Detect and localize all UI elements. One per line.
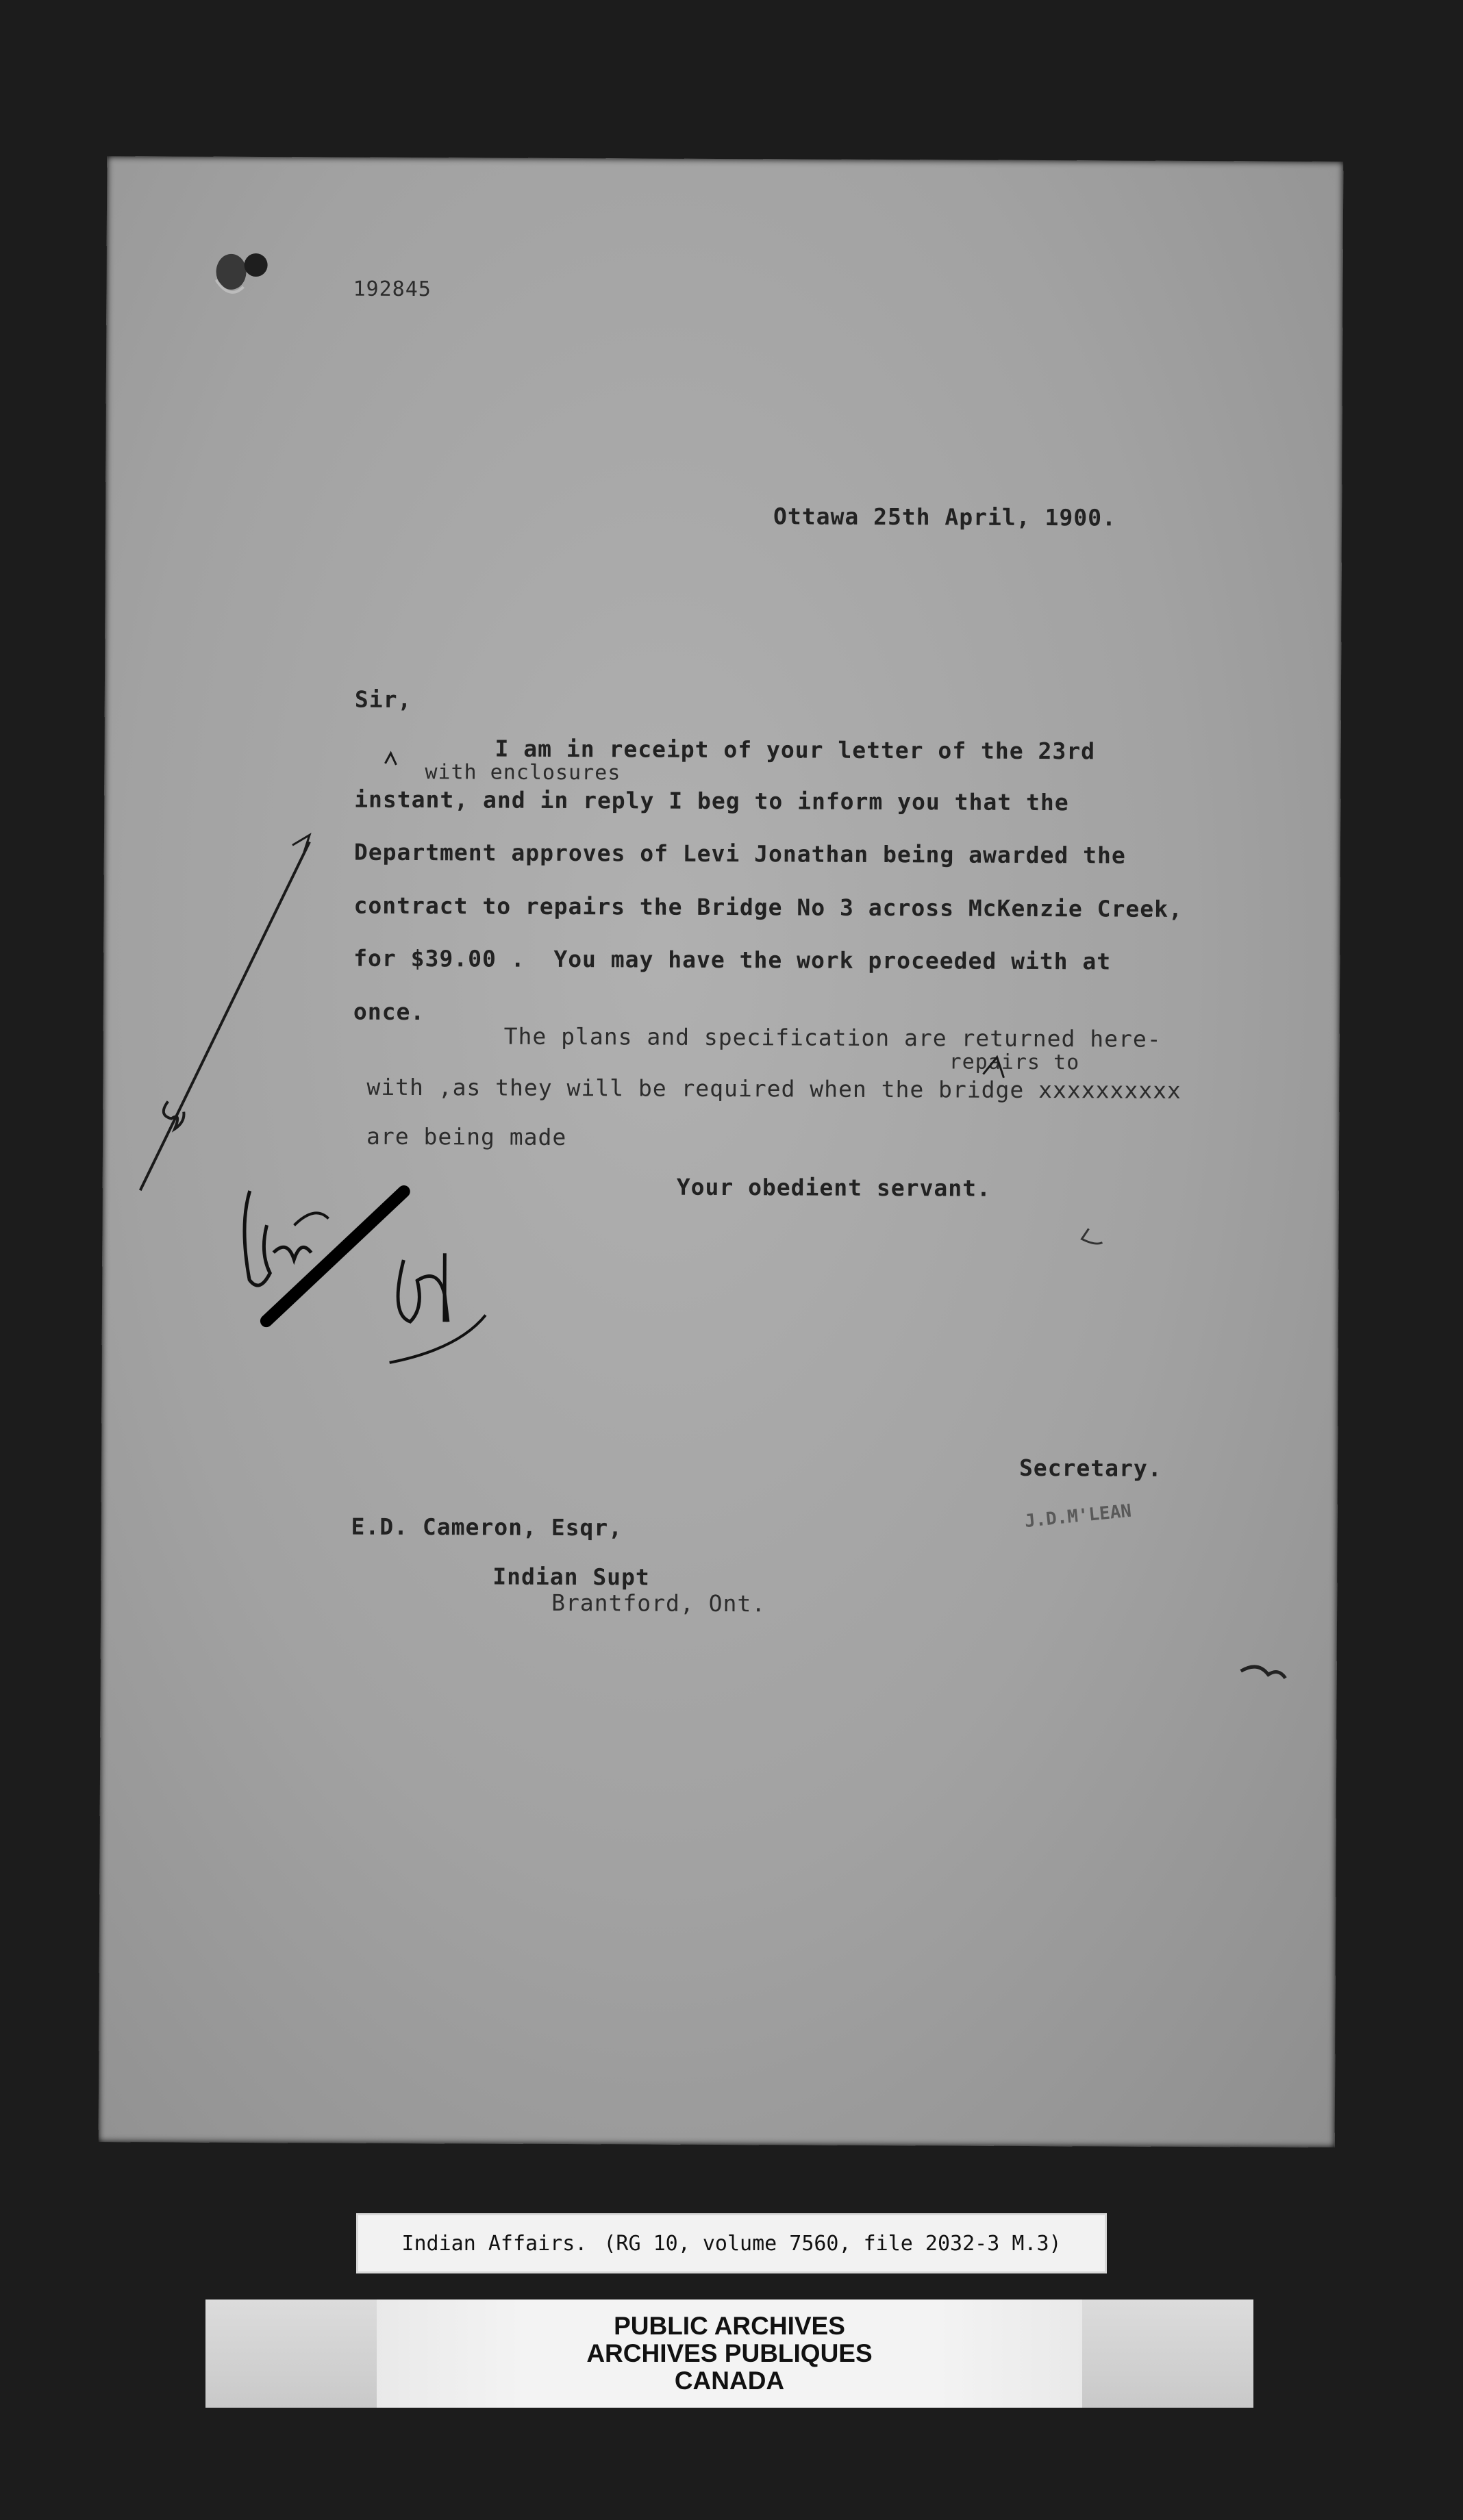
body-line-1: I am in receipt of your letter of the 23rd <box>495 735 1096 765</box>
insert-with-enclosures: with enclosures <box>425 760 621 785</box>
addressee-city: Brantford, Ont. <box>551 1589 766 1617</box>
body-line-2: instant, and in reply I beg to inform you that the <box>354 785 1069 816</box>
letter-page <box>99 156 1344 2147</box>
insert-repairs-to: repairs to <box>949 1050 1080 1075</box>
label-tab-right <box>1082 2300 1253 2408</box>
archive-institution-label <box>205 2300 1253 2408</box>
archive-line-3: CANADA <box>674 2367 785 2395</box>
signature-title: Secretary. <box>1018 1454 1162 1482</box>
archive-line-2: ARCHIVES PUBLIQUES <box>586 2339 873 2367</box>
label-tab-left <box>205 2300 377 2408</box>
body-line-5: for $39.00 . You may have the work proceeded with at <box>353 944 1112 975</box>
date-line: Ottawa 25th April, 1900. <box>773 503 1116 531</box>
closing: Your obedient servant. <box>676 1173 991 1202</box>
signature-stamp: J.D.M'LEAN <box>1023 1500 1133 1533</box>
body-line-3: Department approves of Levi Jonathan being awarded the <box>353 838 1126 869</box>
body-line-7: The plans and specification are returned here- <box>503 1022 1162 1053</box>
archive-reference-right: (RG 10, volume 7560, file 2032-3 M.3) <box>603 2231 1062 2256</box>
body-line-9: are being made <box>366 1122 567 1151</box>
archive-reference-left: Indian Affairs. <box>401 2231 588 2256</box>
addressee-title: Indian Supt <box>492 1563 650 1591</box>
body-line-6: once. <box>353 998 425 1026</box>
file-number: 192845 <box>353 277 432 302</box>
handwritten-margin-line <box>99 156 1344 2147</box>
archive-reference-label <box>356 2213 1107 2273</box>
salutation: Sir, <box>354 685 412 714</box>
archive-line-1: PUBLIC ARCHIVES <box>614 2312 845 2340</box>
addressee-name: E.D. Cameron, Esqr, <box>351 1513 623 1541</box>
body-line-8: with ,as they will be required when the bridge xxxxxxxxxx <box>366 1073 1181 1104</box>
body-line-4: contract to repairs the Bridge No 3 across McKenzie Creek, <box>353 892 1183 922</box>
